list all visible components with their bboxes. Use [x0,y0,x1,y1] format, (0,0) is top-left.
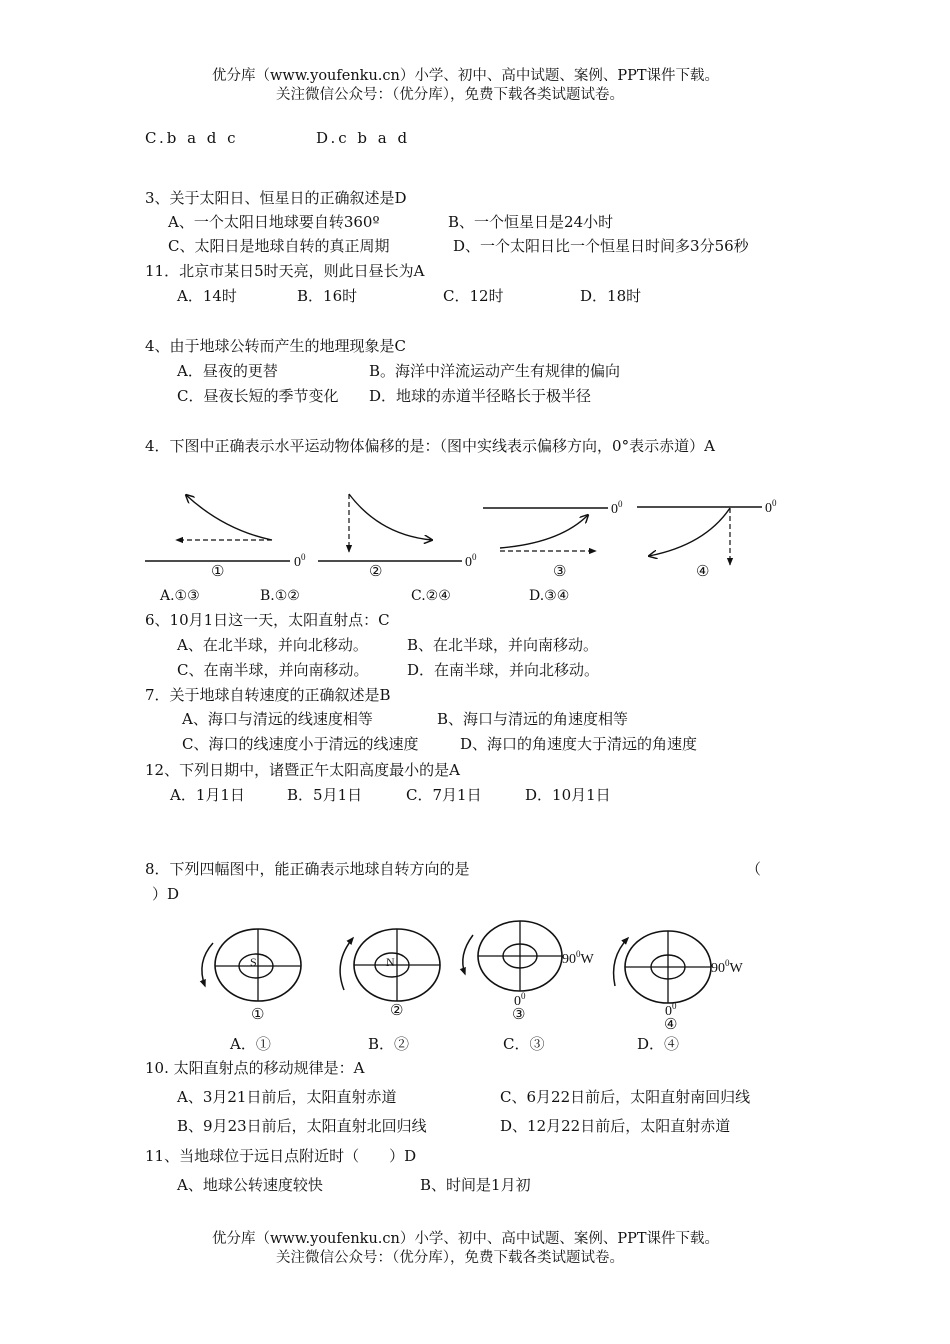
globe3-equator-label: $0^0$ [514,991,526,1009]
q8-option-d: D．④ [637,1035,680,1053]
q8-stem: 8．下列四幅图中，能正确表示地球自转方向的是 [145,860,470,878]
q10-option-d: D、12月22日前后，太阳直射赤道 [500,1117,731,1135]
q11a-option-a: A．14时 [177,287,237,305]
q8-tail: ）D [152,885,180,903]
q7-option-c: C、海口的线速度小于清远的线速度 [182,735,419,753]
globe4-meridian-label: $90^0W$ [711,958,743,976]
prev-option-d: D.c b a d [316,129,411,147]
globe-2 [340,929,440,1001]
q4b-stem: 4．下图中正确表示水平运动物体偏移的是：（图中实线表示偏移方向，0°表示赤道）A [145,437,715,455]
q4b-option-b: B.①② [260,588,300,604]
panel2-equator-label: $0^0$ [465,552,477,570]
q3-option-c: C、太阳日是地球自转的真正周期 [168,237,390,255]
q7-option-b: B、海口与清远的角速度相等 [437,710,629,728]
deflection-label-1: ① [211,564,225,580]
deflection-label-2: ② [369,564,383,580]
q4b-option-d: D.③④ [529,588,570,604]
panel1-equator-label: $0^0$ [294,552,306,570]
q4b-option-c: C.②④ [411,588,451,604]
footer-line-1: 优分库（www.youfenku.cn）小学、初中、高中试题、案例、PPT课件下载。 [212,1231,720,1247]
q3-option-d: D、一个太阳日比一个恒星日时间多3分56秒 [453,237,749,255]
q12-option-d: D．10月1日 [525,786,611,804]
q12-option-b: B．5月1日 [287,786,363,804]
q6-option-a: A、在北半球，并向北移动。 [177,636,368,654]
deflection-label-3: ③ [553,564,567,580]
q6-option-c: C、在南半球，并向南移动。 [177,661,369,679]
globe-3 [463,921,595,1009]
q11a-option-c: C．12时 [443,287,504,305]
globe2-pole-label: N [386,955,395,969]
q11a-option-d: D．18时 [580,287,642,305]
q6-option-b: B、在北半球，并向南移动。 [407,636,599,654]
q8-option-a: A．① [230,1035,271,1053]
panel4-equator-label: $0^0$ [765,498,777,516]
q12-option-a: A．1月1日 [170,786,245,804]
prev-option-c: C.b a d c [145,129,239,147]
globe-label-2: ② [390,1003,404,1019]
q12-option-c: C．7月1日 [406,786,482,804]
q3-option-a: A、一个太阳日地球要自转360º [168,213,380,231]
globe1-pole-label: S [250,955,257,969]
globe-label-1: ① [251,1007,265,1023]
q7-stem: 7．关于地球自转速度的正确叙述是B [145,686,391,704]
q7-option-d: D、海口的角速度大于清远的角速度 [460,735,698,753]
q4a-option-a: A．昼夜的更替 [177,362,278,380]
q4a-option-c: C．昼夜长短的季节变化 [177,387,339,405]
q6-option-d: D．在南半球，并向北移动。 [407,661,600,679]
globe-label-3: ③ [512,1007,526,1023]
q11b-option-b: B、时间是1月初 [420,1176,531,1194]
q11b-option-a: A、地球公转速度较快 [177,1176,323,1194]
q10-option-c: C、6月22日前后，太阳直射南回归线 [500,1088,751,1106]
q12-stem: 12、下列日期中，诸暨正午太阳高度最小的是A [145,761,460,779]
q10-option-a: A、3月21日前后，太阳直射赤道 [177,1088,397,1106]
q6-stem: 6、10月1日这一天，太阳直射点：C [145,611,390,629]
q8-paren: （ [746,860,762,878]
globe-4 [614,931,744,1019]
q4a-option-d: D．地球的赤道半径略长于极半径 [369,387,592,405]
globe-label-4: ④ [664,1017,678,1033]
q10-option-b: B、9月23日前后，太阳直射北回归线 [177,1117,427,1135]
q3-stem: 3、关于太阳日、恒星日的正确叙述是D [145,189,407,207]
globe-1 [202,929,301,1001]
footer-line-2: 关注微信公众号：（优分库），免费下载各类试题试卷。 [276,1250,624,1266]
header-line-1: 优分库（www.youfenku.cn）小学、初中、高中试题、案例、PPT课件下载。 [212,68,720,84]
header-line-2: 关注微信公众号：（优分库），免费下载各类试题试卷。 [276,87,624,103]
q4b-option-a: A.①③ [160,588,200,604]
q11b-stem: 11、当地球位于远日点附近时（ ）D [145,1147,417,1165]
q7-option-a: A、海口与清远的线速度相等 [182,710,373,728]
q4a-option-b: B。海洋中洋流运动产生有规律的偏向 [369,362,621,380]
deflection-label-4: ④ [696,564,710,580]
globe4-equator-label: $0^0$ [665,1001,677,1019]
panel3-equator-label: $0^0$ [611,499,623,517]
globe3-meridian-label: $90^0W$ [562,949,594,967]
q11a-stem: 11．北京市某日5时天亮，则此日昼长为A [145,262,425,280]
q8-option-c: C．③ [503,1035,545,1053]
q4a-stem: 4、由于地球公转而产生的地理现象是C [145,337,407,355]
q10-stem: 10. 太阳直射点的移动规律是：A [145,1059,365,1077]
q3-option-b: B、一个恒星日是24小时 [448,213,614,231]
q8-option-b: B．② [368,1035,410,1053]
q11a-option-b: B．16时 [297,287,358,305]
